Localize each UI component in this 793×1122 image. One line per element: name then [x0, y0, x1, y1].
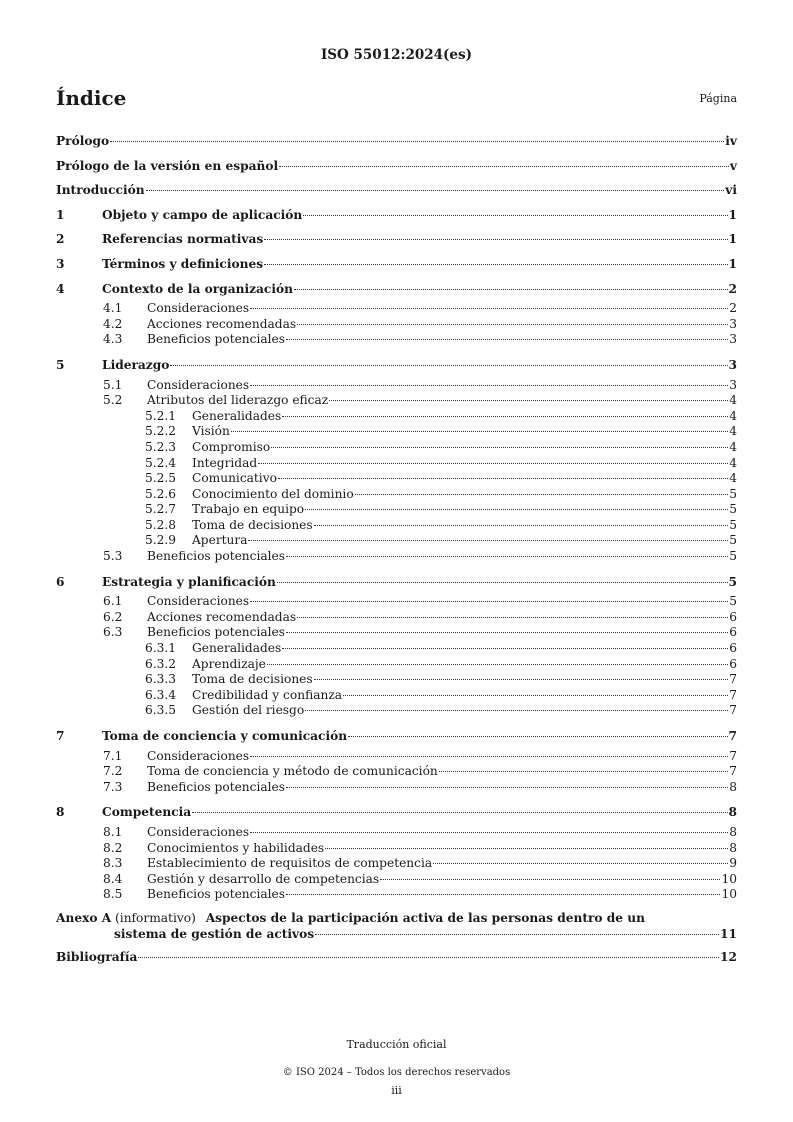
- entry-page: 5: [729, 594, 737, 609]
- entry-page: 7: [728, 729, 737, 743]
- entry-page: 6: [729, 625, 737, 640]
- entry-title: Comunicativo: [192, 471, 277, 486]
- dot-leader: [170, 365, 727, 366]
- toc-subclause-entry[interactable]: [56, 301, 737, 317]
- dot-leader: [258, 463, 728, 464]
- entry-page: iv: [725, 134, 737, 148]
- entry-page: 4: [729, 393, 737, 408]
- entry-number: 5.2: [103, 393, 123, 408]
- entry-number: 6.3.4: [145, 687, 177, 702]
- toc-subclause-entry[interactable]: [56, 610, 737, 626]
- entry-number: 5.2.1: [145, 408, 177, 423]
- annex-type: (informativo): [115, 910, 196, 925]
- entry-title: Términos y definiciones: [102, 256, 264, 271]
- entry-page: 5: [729, 533, 737, 548]
- annex-page: 11: [720, 926, 737, 941]
- dot-leader: [355, 494, 729, 495]
- entry-page: 7: [729, 748, 737, 763]
- entry-title: Visión: [192, 424, 230, 439]
- entry-number: 8: [56, 805, 65, 820]
- dot-leader: [314, 679, 729, 680]
- toc-subclause-entry[interactable]: [56, 825, 737, 841]
- dot-leader: [278, 478, 728, 479]
- entry-page: 4: [729, 408, 737, 423]
- entry-page: 8: [728, 805, 737, 820]
- entry-number: 8.5: [103, 887, 123, 902]
- toc-clause-entry[interactable]: [56, 203, 737, 228]
- dot-leader: [294, 289, 728, 290]
- official-translation-note: Traducción oficial: [346, 1038, 447, 1051]
- dot-leader: [282, 648, 728, 649]
- entry-number: 6.3.3: [145, 672, 177, 687]
- toc-subsubclause-entry[interactable]: [56, 641, 737, 657]
- toc-subclause-entry[interactable]: [56, 856, 737, 872]
- toc-title: Índice: [56, 86, 127, 110]
- entry-page: 10: [721, 871, 737, 886]
- entry-title: Consideraciones: [147, 824, 250, 839]
- page-column-label: Página: [699, 92, 737, 105]
- entry-title: Beneficios potenciales: [147, 779, 286, 794]
- toc-subsubclause-entry[interactable]: [56, 456, 737, 472]
- entry-title: Generalidades: [192, 408, 282, 423]
- annex-title-line2: sistema de gestión de activos: [114, 926, 315, 941]
- entry-page: 6: [729, 641, 737, 656]
- dot-leader: [277, 582, 728, 583]
- toc-clause-entry[interactable]: [56, 570, 737, 595]
- page-number: iii: [391, 1084, 402, 1097]
- entry-number: 5.2.3: [145, 439, 177, 454]
- entry-title: Estrategia y planificación: [102, 574, 276, 589]
- entry-title: Liderazgo: [102, 357, 170, 372]
- dot-leader: [439, 771, 728, 772]
- entry-title: Establecimiento de requisitos de competencia: [147, 856, 433, 871]
- dot-leader: [250, 832, 728, 833]
- dot-leader: [325, 848, 728, 849]
- dot-leader: [231, 431, 728, 432]
- entry-title: Conocimiento del dominio: [192, 486, 354, 501]
- entry-title: Prólogo de la versión en español: [56, 158, 279, 173]
- entry-page: 1: [728, 256, 737, 271]
- entry-number: 4.3: [103, 332, 123, 347]
- entry-number: 5.1: [103, 377, 123, 392]
- toc-clause-entry[interactable]: [56, 227, 737, 252]
- entry-title: Acciones recomendadas: [147, 609, 297, 624]
- dot-leader: [286, 339, 728, 340]
- toc-clause-entry[interactable]: [56, 724, 737, 749]
- entry-title: Gestión del riesgo: [192, 703, 305, 718]
- entry-page: 2: [729, 301, 737, 316]
- entry-title: Toma de conciencia y comunicación: [102, 729, 348, 743]
- toc-subclause-entry[interactable]: [56, 332, 737, 348]
- entry-title: Integridad: [192, 455, 258, 470]
- entry-title: Credibilidad y confianza: [192, 687, 343, 702]
- dot-leader: [380, 879, 720, 880]
- toc-clause-entry[interactable]: [56, 800, 737, 825]
- dot-leader: [250, 308, 728, 309]
- toc-subsubclause-entry[interactable]: [56, 533, 737, 549]
- entry-page: 8: [729, 840, 737, 855]
- toc-subsubclause-entry[interactable]: [56, 440, 737, 456]
- dot-leader: [297, 324, 728, 325]
- entry-page: 5: [728, 574, 737, 589]
- dot-leader: [264, 239, 727, 240]
- toc-subsubclause-entry[interactable]: [56, 703, 737, 719]
- entry-number: 8.3: [103, 856, 123, 871]
- dot-leader: [286, 556, 728, 557]
- entry-number: 5: [56, 357, 65, 372]
- dot-leader: [250, 756, 728, 757]
- entry-number: 7: [56, 729, 65, 743]
- toc-subsubclause-entry[interactable]: [56, 688, 737, 704]
- entry-page: 4: [729, 439, 737, 454]
- dot-leader: [305, 509, 728, 510]
- toc-clause-entry[interactable]: [56, 252, 737, 277]
- entry-number: 6: [56, 574, 65, 589]
- entry-number: 5.2.2: [145, 424, 177, 439]
- entry-page: 5: [729, 517, 737, 532]
- annex-label: Anexo A: [56, 910, 112, 925]
- entry-number: 5.3: [103, 549, 123, 564]
- entry-number: 8.4: [103, 871, 123, 886]
- toc-subsubclause-entry[interactable]: [56, 409, 737, 425]
- toc-subclause-entry[interactable]: [56, 841, 737, 857]
- dot-leader: [138, 957, 719, 958]
- dot-leader: [286, 632, 728, 633]
- entry-title: Beneficios potenciales: [147, 887, 286, 902]
- entry-page: 6: [729, 609, 737, 624]
- toc-subsubclause-entry[interactable]: [56, 657, 737, 673]
- dot-leader: [329, 400, 728, 401]
- dot-leader: [271, 447, 728, 448]
- entry-number: 1: [56, 207, 65, 222]
- copyright-notice: © ISO 2024 – Todos los derechos reservados: [282, 1067, 511, 1078]
- entry-title: Beneficios potenciales: [147, 625, 286, 640]
- entry-title: Referencias normativas: [102, 232, 264, 247]
- entry-page: 7: [729, 687, 737, 702]
- toc-front-entry[interactable]: [56, 178, 737, 203]
- entry-number: 5.2.5: [145, 471, 177, 486]
- toc-subclause-entry[interactable]: [56, 887, 737, 903]
- entry-page: 5: [729, 486, 737, 501]
- entry-title: Contexto de la organización: [102, 281, 293, 296]
- dot-leader: [279, 166, 729, 167]
- entry-number: 6.2: [103, 609, 123, 624]
- dot-leader: [250, 601, 728, 602]
- entry-title: Toma de decisiones: [192, 517, 313, 532]
- entry-number: 7.2: [103, 764, 123, 779]
- entry-page: 1: [728, 232, 737, 247]
- entry-number: 4.1: [103, 301, 123, 316]
- toc-subclause-entry[interactable]: [56, 317, 737, 333]
- entry-number: 6.3: [103, 625, 123, 640]
- toc-subsubclause-entry[interactable]: [56, 518, 737, 534]
- entry-title: Apertura: [192, 533, 248, 548]
- entry-page: 3: [729, 332, 737, 347]
- entry-number: 6.3.5: [145, 703, 177, 718]
- entry-title: Consideraciones: [147, 377, 250, 392]
- entry-number: 2: [56, 232, 65, 247]
- entry-title: Beneficios potenciales: [147, 332, 286, 347]
- toc-subclause-entry[interactable]: [56, 594, 737, 610]
- entry-page: 2: [728, 281, 737, 296]
- entry-title: Bibliografía: [56, 949, 138, 964]
- dot-leader: [250, 385, 728, 386]
- entry-title: Prólogo: [56, 134, 110, 148]
- entry-title: Generalidades: [192, 641, 282, 656]
- toc-subclause-entry[interactable]: [56, 764, 737, 780]
- entry-number: 4.2: [103, 316, 123, 331]
- entry-title: Toma de decisiones: [192, 672, 313, 687]
- entry-page: 8: [729, 824, 737, 839]
- entry-page: 1: [728, 207, 737, 222]
- toc-subsubclause-entry[interactable]: [56, 471, 737, 487]
- entry-number: 5.2.7: [145, 502, 177, 517]
- toc-subclause-entry[interactable]: [56, 393, 737, 409]
- dot-leader: [297, 617, 728, 618]
- toc-subclause-entry[interactable]: [56, 780, 737, 796]
- dot-leader: [305, 710, 728, 711]
- dot-leader: [315, 934, 719, 935]
- entry-title: Trabajo en equipo: [192, 502, 305, 517]
- entry-page: 3: [729, 377, 737, 392]
- dot-leader: [282, 416, 728, 417]
- dot-leader: [110, 141, 724, 142]
- entry-title: Atributos del liderazgo eficaz: [147, 393, 329, 408]
- entry-page: vi: [725, 183, 737, 198]
- dot-leader: [286, 894, 720, 895]
- entry-page: 3: [728, 357, 737, 372]
- entry-page: v: [729, 158, 737, 173]
- document-header: ISO 55012:2024(es): [320, 47, 472, 63]
- entry-number: 7.1: [103, 748, 123, 763]
- entry-number: 7.3: [103, 779, 123, 794]
- dot-leader: [267, 664, 728, 665]
- entry-title: Aprendizaje: [192, 656, 266, 671]
- entry-title: Competencia: [102, 805, 192, 820]
- entry-title: Beneficios potenciales: [147, 549, 286, 564]
- toc-front-entry[interactable]: [56, 154, 737, 179]
- entry-title: Toma de conciencia y método de comunicación: [147, 764, 438, 779]
- entry-title: Consideraciones: [147, 301, 250, 316]
- entry-number: 8.1: [103, 824, 123, 839]
- entry-page: 6: [729, 656, 737, 671]
- dot-leader: [433, 863, 728, 864]
- dot-leader: [248, 540, 728, 541]
- entry-number: 5.2.9: [145, 533, 177, 548]
- entry-title: Acciones recomendadas: [147, 316, 297, 331]
- entry-title: Gestión y desarrollo de competencias: [147, 871, 380, 886]
- toc-subclause-entry[interactable]: [56, 378, 737, 394]
- dot-leader: [146, 190, 725, 191]
- toc-clause-entry[interactable]: [56, 353, 737, 378]
- toc-title-row: [56, 86, 737, 110]
- entry-number: 8.2: [103, 840, 123, 855]
- entry-page: 8: [729, 779, 737, 794]
- entry-page: 7: [729, 703, 737, 718]
- entry-page: 5: [729, 502, 737, 517]
- dot-leader: [348, 736, 727, 737]
- toc-back-entry[interactable]: [56, 945, 737, 970]
- toc-subsubclause-entry[interactable]: [56, 502, 737, 518]
- toc-subsubclause-entry[interactable]: [56, 672, 737, 688]
- table-of-contents: [56, 129, 737, 970]
- entry-title: Consideraciones: [147, 748, 250, 763]
- toc-clause-entry[interactable]: [56, 277, 737, 302]
- dot-leader: [264, 264, 727, 265]
- entry-number: 6.1: [103, 594, 123, 609]
- dot-leader: [286, 787, 728, 788]
- toc-subclause-entry[interactable]: [56, 749, 737, 765]
- dot-leader: [314, 525, 729, 526]
- entry-number: 6.3.1: [145, 641, 177, 656]
- dot-leader: [343, 695, 728, 696]
- toc-subclause-entry[interactable]: [56, 625, 737, 641]
- entry-number: 4: [56, 281, 65, 296]
- entry-page: 4: [729, 455, 737, 470]
- entry-number: 3: [56, 256, 65, 271]
- entry-number: 5.2.4: [145, 455, 177, 470]
- entry-number: 5.2.6: [145, 486, 177, 501]
- annex-title-line1: Aspectos de la participación activa de las personas dentro de un: [205, 910, 646, 925]
- entry-page: 4: [729, 471, 737, 486]
- toc-subclause-entry[interactable]: [56, 549, 737, 565]
- entry-title: Objeto y campo de aplicación: [102, 207, 303, 222]
- toc-annex-entry[interactable]: [56, 910, 737, 942]
- entry-page: 3: [729, 316, 737, 331]
- entry-page: 5: [729, 549, 737, 564]
- dot-leader: [303, 215, 727, 216]
- toc-subsubclause-entry[interactable]: [56, 424, 737, 440]
- entry-page: 9: [729, 856, 737, 871]
- entry-page: 12: [720, 949, 737, 964]
- entry-title: Introducción: [56, 183, 145, 198]
- toc-subsubclause-entry[interactable]: [56, 487, 737, 503]
- entry-title: Compromiso: [192, 439, 271, 454]
- toc-front-entry[interactable]: [56, 129, 737, 154]
- entry-page: 7: [729, 672, 737, 687]
- entry-title: Conocimientos y habilidades: [147, 840, 325, 855]
- entry-number: 5.2.8: [145, 517, 177, 532]
- entry-page: 7: [729, 764, 737, 779]
- entry-page: 4: [729, 424, 737, 439]
- entry-number: 6.3.2: [145, 656, 177, 671]
- entry-title: Consideraciones: [147, 594, 250, 609]
- dot-leader: [192, 812, 727, 813]
- entry-page: 10: [721, 887, 737, 902]
- toc-subclause-entry[interactable]: [56, 872, 737, 888]
